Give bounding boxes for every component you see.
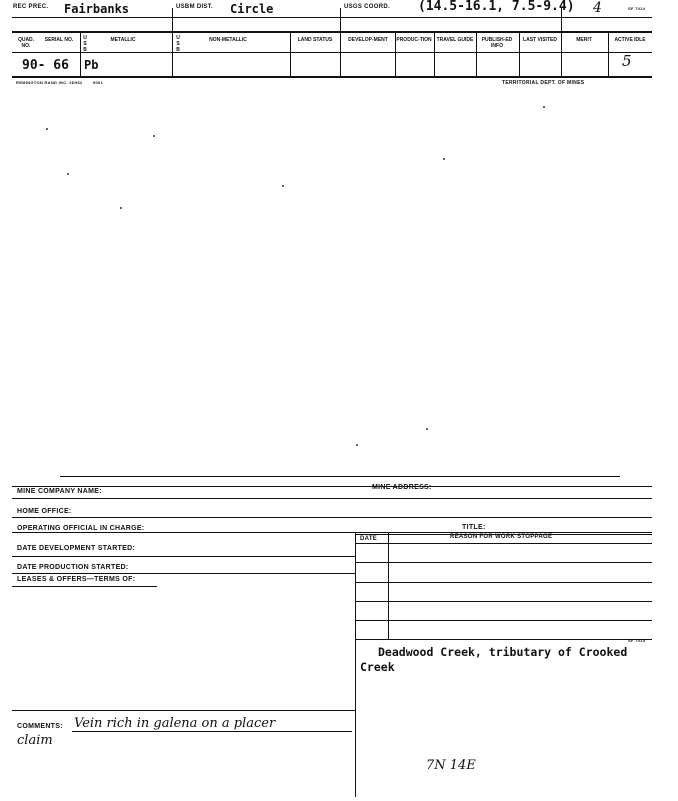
scan-speck [153,135,155,137]
company-underline [12,498,652,499]
record-active-mark: 5 [622,52,632,70]
col-published-info: PUBLISH-ED INFO [481,37,513,49]
handwritten-code: 7N 14E [426,758,476,773]
scan-speck [356,444,358,446]
usgs-coord-label: USGS COORD. [344,4,390,10]
printer-code-1: 962 [75,80,83,85]
home-office-label: HOME OFFICE: [17,508,72,515]
usgs-coord-value: (14.5-16.1, 7.5-9.4) [418,0,575,14]
col-non-metallic: NON-METALLIC [209,37,247,43]
comments-label: COMMENTS: [17,723,63,730]
printer-code-2: 9001 [93,80,104,85]
prod-underline [12,573,355,574]
location-line-2: Creek [360,660,395,674]
usbm-dist-value: Circle [230,2,274,16]
col-production: PRODUC-TION [396,37,432,43]
operating-official-label: OPERATING OFFICIAL IN CHARGE: [17,525,145,532]
col-merit: MERIT [576,37,592,43]
comment-line-1: Vein rich in galena on a placer [74,716,276,731]
comment-line-2: claim [17,733,53,748]
divider-v2 [340,8,341,76]
col-travel-guide: TRAVEL GUIDE [436,37,474,43]
col-serial-no: SERIAL NO. [44,37,74,43]
stoppage-row-5 [355,620,652,621]
stoppage-row-1 [355,543,652,544]
mine-address-label: MINE ADDRESS: [372,484,432,491]
header-mid-rule [12,31,652,33]
leases-underline [12,586,157,587]
stoppage-row-2 [355,562,652,563]
divider-v1 [172,8,173,76]
comments-top-rule [12,710,355,711]
comments-underline [72,731,352,732]
col-metallic: METALLIC [110,37,136,43]
col-active-idle: ACTIVE IDLE [614,37,646,43]
stoppage-row-4 [355,601,652,602]
form-number: SF 7014 [628,6,646,11]
date-development-label: DATE DEVELOPMENT STARTED: [17,545,136,552]
leases-label: LEASES & OFFERS—TERMS OF: [17,576,136,583]
scan-speck [46,128,48,130]
reason-column-header: REASON FOR WORK STOPPAGE [450,534,553,540]
scan-speck [426,428,428,430]
table-left-border [355,532,356,797]
official-underline [12,532,652,533]
company-rule [12,486,652,487]
merit-mark: 4 [593,0,602,16]
usbm-dist-label: USBM DIST. [176,4,214,10]
dev-underline [12,556,355,557]
col-quad-no: QUAD. NO. [17,37,35,49]
title-label: TITLE: [462,524,486,531]
department-label: TERRITORIAL DEPT. OF MINES [502,80,585,86]
stoppage-row-6 [355,639,652,640]
rec-prec-value: Fairbanks [64,2,130,16]
col-development: DEVELOP-MENT [348,37,388,43]
location-line-1: Deadwood Creek, tributary of Crooked [378,645,628,659]
col-last-visited: LAST VISITED [523,37,557,43]
form-top-rule [60,476,620,477]
header-row-rule [12,52,652,53]
scan-speck [282,185,284,187]
stoppage-row-3 [355,582,652,583]
col-usb-2: U S B [176,35,180,53]
header-bottom-rule [12,76,652,78]
scan-speck [543,106,545,108]
col-usb: U S B [83,35,87,53]
scan-speck [67,173,69,175]
header-top-rule [12,17,652,18]
date-col-divider [388,532,389,640]
record-metallic: Pb [84,58,99,72]
record-quad-serial: 90- 66 [22,58,69,73]
date-production-label: DATE PRODUCTION STARTED: [17,564,129,571]
scan-speck [443,158,445,160]
date-column-header: DATE [360,536,378,542]
form-number-2: SF 7015 [628,638,646,643]
col-land-status: LAND STATUS [297,37,333,43]
scan-speck [120,207,122,209]
printer-note: REMINGTON RAND INC. 2D [16,80,75,85]
divider-v3 [80,32,81,76]
rec-prec-label: REC PREC. [13,4,49,10]
mine-company-name-label: MINE COMPANY NAME: [17,488,102,495]
home-office-underline [12,517,652,518]
